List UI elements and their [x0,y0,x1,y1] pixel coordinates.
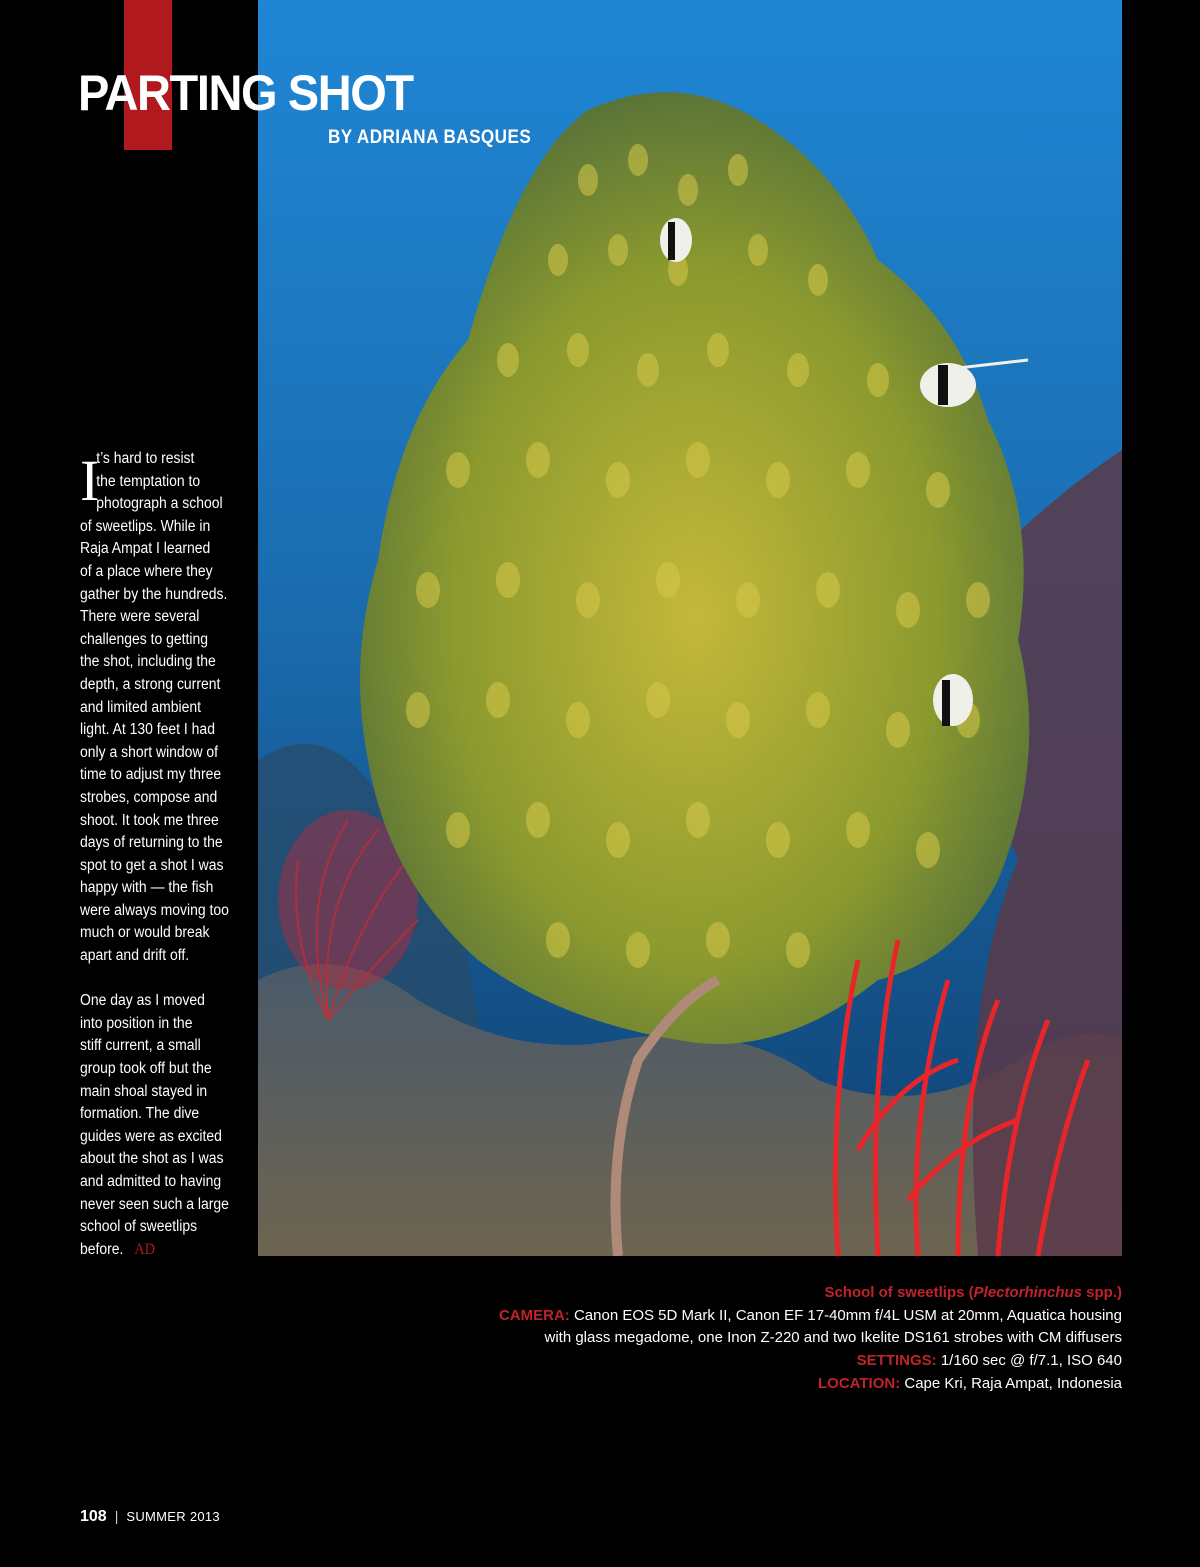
caption-title-prefix: School of sweetlips ( [824,1284,974,1301]
text-line: time to adjust my three [80,766,222,784]
text-line: depth, a strong current [80,675,221,693]
text-line: about the shot as I was [80,1150,224,1168]
caption-camera-cont: with glass megadome, one Inon Z-220 and two Ikelite DS161 strobes with CM diffusers [544,1329,1122,1347]
text-line: into position in the [80,1014,193,1032]
text-line: spot to get a shot I was [80,856,224,874]
text-line: challenges to getting [80,630,208,648]
text-line: One day as I moved [80,992,205,1010]
settings-label: SETTINGS: [856,1352,937,1370]
text-line: only a short window of [80,743,219,761]
caption-location [499,1373,1122,1396]
text-line: gather by the hundreds. [80,585,228,603]
camera-label: CAMERA: [498,1306,570,1324]
footer-separator: | [114,1508,119,1524]
issue-label: SUMMER 2013 [126,1509,220,1524]
underwater-scene-illustration [258,0,1122,1256]
text-line: and limited ambient [80,698,201,716]
byline: BY ADRIANA BASQUES [328,127,532,148]
end-mark: AD [134,1240,156,1258]
text-line: guides were as excited [80,1127,222,1145]
paragraph-1 [80,448,250,968]
text-line: school of sweetlips [80,1218,198,1236]
page-number: 108 [80,1508,107,1525]
text-line: formation. The dive [80,1105,200,1123]
text-line: and admitted to having [80,1173,222,1190]
caption-title [499,1282,1122,1305]
text-line: never seen such a large [80,1195,229,1213]
page-footer [80,1508,220,1526]
text-line: t’s hard to resist [96,450,195,467]
location-label: LOCATION: [817,1374,901,1392]
text-line: light. At 130 feet I had [80,721,215,739]
sweetlips-photo [258,0,1122,1256]
text-line: happy with — the fish [80,879,214,897]
text-line: before. AD [80,1240,156,1258]
photo-caption [499,1282,1122,1396]
caption-settings [499,1350,1122,1373]
text-line: Raja Ampat I learned [80,540,211,558]
text-line: main shoal stayed in [80,1082,208,1100]
text-line: strobes, compose and [80,788,218,806]
text-line: the temptation to [96,472,201,490]
text-line: There were several [80,608,200,626]
text-line: stiff current, a small [80,1037,201,1055]
text-line: of a place where they [80,562,213,580]
text-line: shoot. It took me three [80,811,219,829]
article-body [80,448,250,1261]
caption-camera [499,1305,1122,1328]
text-line: photograph a school [96,495,223,513]
drop-cap: I [80,448,100,513]
paragraph-2 [80,990,250,1261]
text-line: group took off but the [80,1060,212,1078]
text-line: apart and drift off. [80,947,190,965]
text-line: the shot, including the [80,653,216,671]
text-line: days of returning to the [80,834,223,852]
text-line: of sweetlips. While in [80,517,211,535]
caption-species-name: Plectorhinchus [973,1284,1082,1301]
caption-title-suffix: spp.) [1082,1284,1122,1301]
location-value: Cape Kri, Raja Ampat, Indonesia [900,1374,1122,1392]
text-line: much or would break [80,924,210,942]
text-line: were always moving too [80,901,229,919]
page-title: PARTING SHOT [78,65,413,121]
settings-value: 1/160 sec @ f/7.1, ISO 640 [936,1352,1122,1370]
camera-value-line1: Canon EOS 5D Mark II, Canon EF 17-40mm f/4L USM at 20mm, Aquatica housing [569,1306,1122,1324]
